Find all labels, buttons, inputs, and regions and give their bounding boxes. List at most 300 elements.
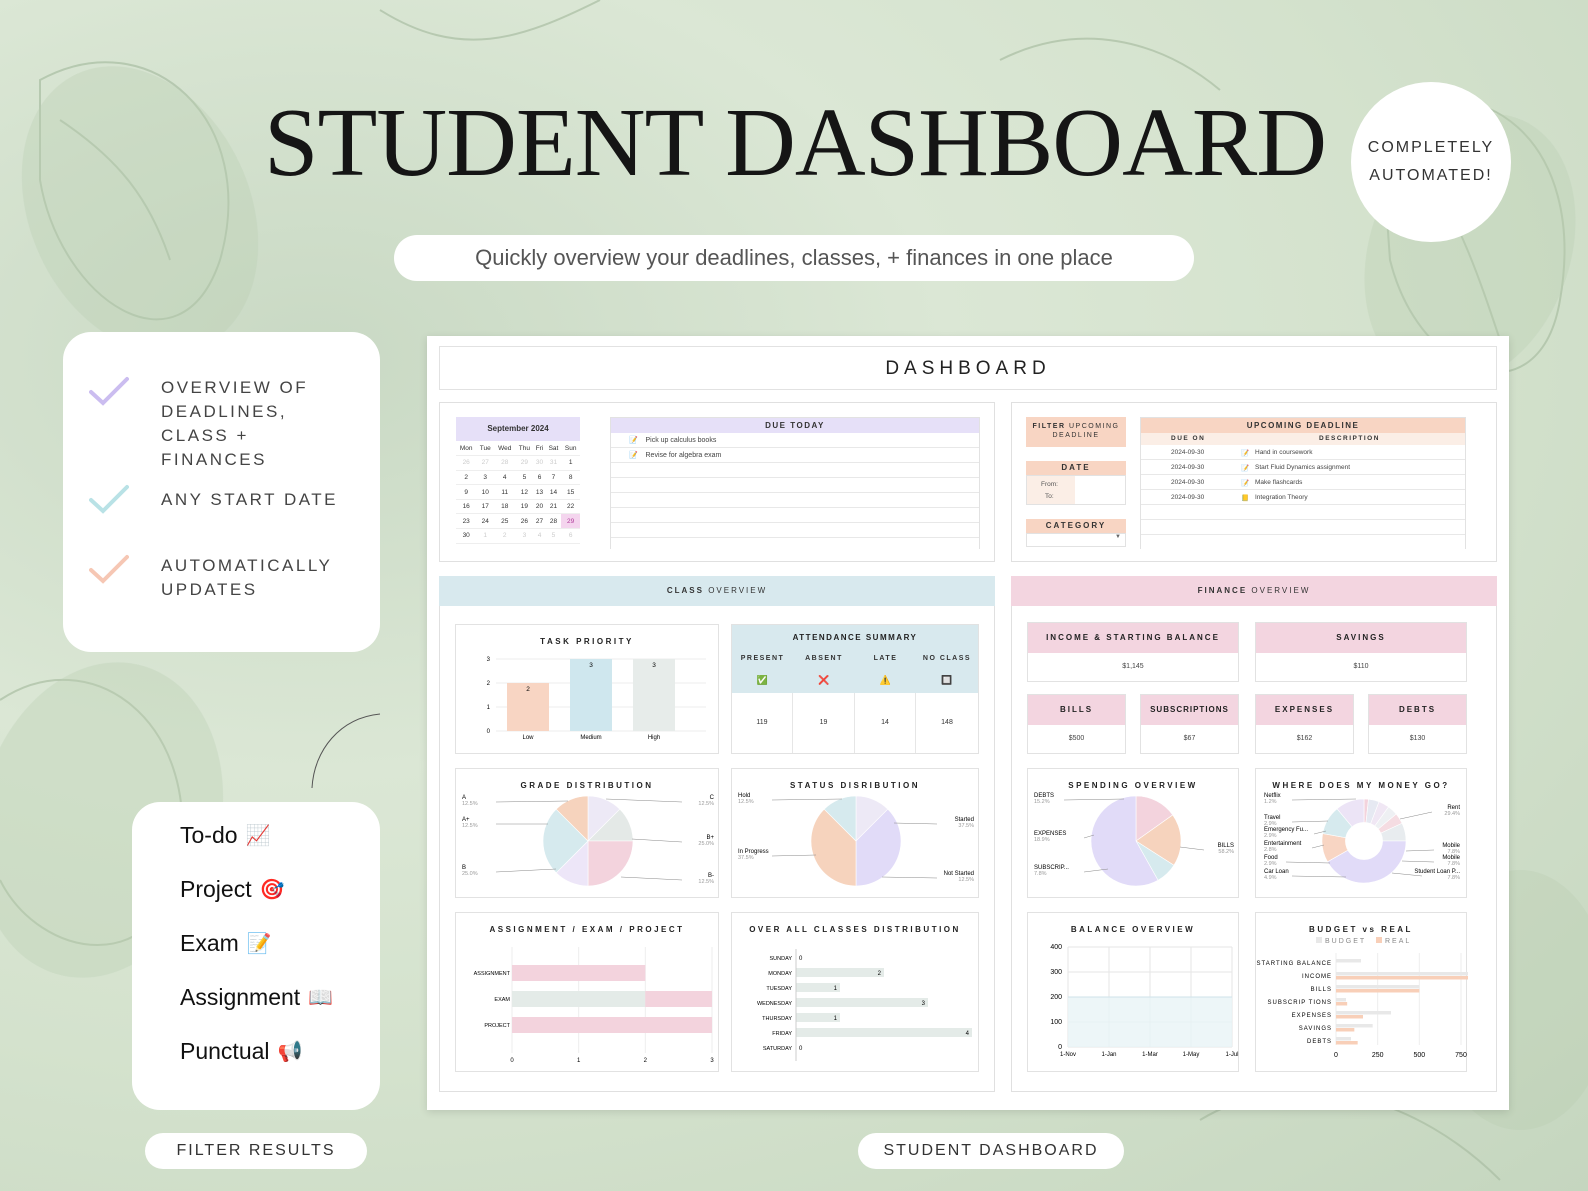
y-tick: PROJECT [484, 1023, 510, 1029]
section-bold: FINANCE [1197, 586, 1248, 595]
upcoming-row[interactable] [1141, 464, 1465, 476]
label-leader [1292, 799, 1356, 800]
bar-real[interactable] [1336, 1002, 1347, 1006]
slice-percent: 2.9% [1264, 833, 1277, 839]
y-tick: 0 [486, 729, 490, 735]
warning-icon: ⚠️ [879, 675, 892, 685]
y-tick: 200 [1050, 994, 1062, 1001]
calendar-day[interactable]: 29 [561, 514, 580, 529]
label-leader [496, 869, 556, 872]
slice-percent: 7.8% [1447, 875, 1460, 881]
card-value: $67 [1183, 735, 1196, 742]
feature-label: OVERVIEW OF DEADLINES, CLASS + FINANCES [161, 378, 309, 469]
y-tick: MONDAY [768, 971, 792, 977]
slice-label: DEBTS [1034, 793, 1055, 799]
calendar-day[interactable]: 3 [515, 529, 533, 544]
slice-label: C [709, 795, 714, 801]
card-value: $130 [1409, 735, 1426, 742]
bar-budget[interactable] [1336, 1037, 1351, 1041]
y-tick: 300 [1050, 969, 1062, 976]
deadline-description: Integration Theory [1255, 494, 1308, 501]
x-tick: 3 [710, 1058, 714, 1064]
debts-card [1368, 694, 1467, 754]
y-tick: DEBTS [1306, 1039, 1332, 1045]
due-today-item[interactable] [629, 436, 716, 444]
bar-real[interactable] [1336, 1041, 1358, 1045]
bar-budget[interactable] [1336, 998, 1346, 1002]
slice-label: Student Loan P... [1414, 869, 1460, 875]
calendar-day[interactable]: 31 [546, 456, 562, 471]
slice-percent: 12.5% [462, 823, 478, 829]
calendar-day[interactable]: 18 [494, 499, 515, 514]
slice-percent: 12.5% [698, 879, 714, 885]
label-leader [1180, 847, 1204, 850]
bar[interactable] [796, 1028, 972, 1037]
calendar-day[interactable]: 2 [456, 470, 476, 485]
due-today-title: DUE TODAY [611, 418, 979, 433]
calendar-day-header: Wed [494, 441, 515, 456]
label-leader [1400, 812, 1432, 819]
y-tick: STARTING BALANCE [1256, 961, 1332, 967]
feature-label: ANY START DATE [161, 490, 339, 509]
x-tick: Low [522, 735, 534, 741]
attendance-value: 19 [794, 693, 855, 753]
slice-percent: 12.5% [958, 877, 974, 883]
card-value: $500 [1068, 735, 1085, 742]
y-tick: SUNDAY [769, 956, 792, 962]
slice-label: Mobile [1442, 843, 1460, 849]
slice-percent: 2.9% [1264, 821, 1277, 827]
upcoming-row[interactable] [1141, 494, 1465, 506]
spending-overview-chart [1027, 768, 1239, 898]
calendar-day[interactable]: 26 [456, 456, 476, 471]
chart-title: OVER ALL CLASSES DISTRIBUTION [749, 925, 961, 934]
slice-label: B [462, 865, 467, 871]
calendar-day[interactable]: 5 [515, 470, 533, 485]
filter-item-todo[interactable] [180, 822, 270, 849]
x-tick: Medium [580, 735, 602, 741]
y-tick: 2 [486, 681, 490, 687]
calendar-day[interactable]: 23 [456, 514, 476, 529]
student-dashboard-label: STUDENT DASHBOARD [858, 1133, 1124, 1169]
calendar-day[interactable]: 2 [494, 529, 515, 544]
to-label: To: [1045, 493, 1054, 500]
calendar-day[interactable]: 29 [515, 456, 533, 471]
calendar-day[interactable]: 26 [515, 514, 533, 529]
bar-value-label: 0 [799, 1046, 803, 1052]
calendar-day-header: Thu [515, 441, 533, 456]
bar-value-label: 1 [833, 986, 837, 992]
calendar-day[interactable]: 1 [561, 456, 580, 471]
calendar-day-header: Tue [476, 441, 494, 456]
upcoming-title: UPCOMING DEADLINE [1141, 418, 1465, 433]
calendar-day-header: Sat [546, 441, 562, 456]
upcoming-row[interactable] [1141, 479, 1465, 491]
x-tick: 750 [1455, 1052, 1467, 1059]
chart-title: STATUS DISRIBUTION [789, 781, 921, 790]
bar-real[interactable] [1336, 976, 1468, 980]
filter-label: Exam [180, 930, 239, 956]
slice-label: Entertainment [1264, 841, 1302, 847]
calendar-day[interactable]: 6 [533, 470, 545, 485]
y-tick: SATURDAY [762, 1046, 792, 1052]
col-due-on: DUE ON [1171, 435, 1206, 442]
label-leader [621, 877, 682, 880]
slice-percent: 15.2% [1034, 799, 1050, 805]
category-dropdown[interactable] [1026, 533, 1126, 547]
slice-label: Emergency Fu... [1264, 827, 1309, 833]
hero-title: STUDENT DASHBOARD [263, 89, 1326, 197]
finance-overview-header [1011, 576, 1497, 606]
subscriptions-card [1140, 694, 1239, 754]
slice-percent: 58.2% [1218, 849, 1234, 855]
calendar-day[interactable]: 17 [476, 499, 494, 514]
slice-label: Car Loan [1264, 869, 1289, 875]
feature-item [89, 554, 361, 602]
card-value: $1,145 [1122, 663, 1144, 670]
calendar-day[interactable]: 25 [494, 514, 515, 529]
label-leader [632, 839, 682, 842]
megaphone-icon: 📢 [277, 1041, 303, 1063]
slice-percent: 2.9% [1264, 861, 1277, 867]
filter-item-punctual[interactable] [180, 1038, 302, 1065]
slice-label: A [462, 795, 467, 801]
note-icon: 📝 [1241, 480, 1250, 487]
label-leader [1406, 850, 1434, 851]
label-leader [1292, 876, 1346, 877]
bar-value-label: 3 [652, 662, 656, 669]
calendar-day[interactable]: 30 [533, 456, 545, 471]
calendar-day[interactable]: 28 [494, 456, 515, 471]
filter-upcoming-title [1026, 417, 1126, 447]
no-class-icon: 🔲 [941, 675, 953, 685]
slice-label: Food [1264, 855, 1278, 861]
slice-percent: 37.5% [738, 855, 754, 861]
y-tick: EXAM [494, 997, 510, 1003]
date-range-box [1026, 475, 1126, 505]
note-icon: 📒 [1241, 495, 1250, 502]
chart-title: GRADE DISTRIBUTION [520, 781, 654, 790]
card-label: EXPENSES [1256, 695, 1353, 725]
filter-label: Punctual [180, 1038, 270, 1064]
calendar-day[interactable]: 15 [561, 485, 580, 500]
x-tick: High [647, 735, 661, 741]
pie-slice[interactable] [588, 841, 633, 886]
slice-label: Travel [1264, 815, 1281, 821]
slice-percent: 25.0% [698, 841, 714, 847]
calendar-day[interactable]: 27 [476, 456, 494, 471]
legend-label: BUDGET [1325, 938, 1367, 945]
x-tick: 500 [1413, 1052, 1426, 1059]
feature-item [89, 376, 361, 472]
feature-item [89, 484, 361, 514]
bar-budget[interactable] [1336, 985, 1419, 989]
attendance-header: NO CLASS [922, 655, 972, 662]
badge-line-1: COMPLETELY [1367, 139, 1495, 156]
filter-item-project[interactable] [180, 876, 285, 903]
y-tick: SUBSCRIP TIONS [1267, 1000, 1332, 1006]
bar[interactable] [512, 965, 645, 981]
deadline-description: Make flashcards [1255, 479, 1303, 486]
slice-percent: 7.8% [1447, 849, 1460, 855]
slice-label: Mobile [1442, 855, 1460, 861]
card-label: INCOME & STARTING BALANCE [1028, 623, 1238, 653]
income-card [1027, 622, 1239, 682]
category-title: CATEGORY [1026, 519, 1126, 533]
bar-real[interactable] [1336, 1028, 1354, 1032]
calendar-day[interactable]: 12 [515, 485, 533, 500]
from-label: From: [1041, 481, 1058, 488]
calendar-month: September 2024 [456, 417, 580, 441]
classes-distribution-chart [731, 912, 979, 1072]
y-tick: SAVINGS [1298, 1026, 1332, 1032]
calendar-day[interactable]: 1 [476, 529, 494, 544]
bar[interactable] [570, 659, 612, 731]
calendar-day[interactable]: 6 [561, 529, 580, 544]
bar-value-label: 2 [877, 971, 881, 977]
bar[interactable] [796, 998, 928, 1007]
feature-label: AUTOMATICALLY UPDATES [161, 556, 333, 599]
label-leader [772, 799, 842, 800]
slice-percent: 12.5% [738, 799, 754, 805]
slice-label: In Progress [738, 849, 769, 855]
calendar-day[interactable]: 5 [546, 529, 562, 544]
attendance-summary [731, 624, 979, 754]
calendar-day[interactable]: 20 [533, 499, 545, 514]
attendance-value: 14 [855, 693, 916, 753]
money-breakdown-chart [1255, 768, 1467, 898]
card-label: BILLS [1028, 695, 1125, 725]
calendar-day[interactable]: 14 [546, 485, 562, 500]
attendance-value: 148 [941, 719, 953, 726]
calendar-day-header: Sun [561, 441, 580, 456]
attendance-header: PRESENT [740, 655, 785, 662]
attendance-title: ATTENDANCE SUMMARY [792, 633, 918, 642]
calendar-day[interactable]: 27 [533, 514, 545, 529]
calendar-day[interactable]: 9 [456, 485, 476, 500]
dropdown-arrow-icon: ▼ [1115, 534, 1121, 540]
y-tick: BILLS [1310, 987, 1332, 993]
calendar-day[interactable]: 22 [561, 499, 580, 514]
slice-label: Started [954, 817, 974, 823]
legend-swatch [1316, 937, 1322, 943]
filter-item-exam[interactable] [180, 930, 272, 957]
card-label: SAVINGS [1256, 623, 1466, 653]
slice-percent: 7.8% [1447, 861, 1460, 867]
calendar-day[interactable]: 10 [476, 485, 494, 500]
check-icon [89, 376, 129, 406]
card-label: SUBSCRIPTIONS [1141, 695, 1238, 725]
bar-value-label: 3 [589, 662, 593, 669]
assignment-exam-project-chart [455, 912, 719, 1072]
slice-label: Hold [738, 793, 751, 799]
bar-budget[interactable] [1336, 959, 1361, 963]
filter-label: Project [180, 876, 252, 902]
x-tick: 2 [643, 1058, 648, 1064]
slice-percent: 2.8% [1264, 847, 1277, 853]
label-leader [1402, 861, 1434, 862]
chart-title: SPENDING OVERVIEW [1068, 781, 1198, 790]
x-tick: 1-Mar [1142, 1052, 1158, 1058]
calendar [456, 417, 580, 544]
task-priority-chart [455, 624, 719, 754]
slice-percent: 12.5% [462, 801, 478, 807]
calendar-day-header: Mon [456, 441, 476, 456]
slice-percent: 1.2% [1264, 799, 1277, 805]
bar[interactable] [796, 968, 884, 977]
section-bold: CLASS [666, 586, 704, 595]
calendar-day[interactable]: 24 [476, 514, 494, 529]
check-icon [89, 484, 129, 514]
y-tick: INCOME [1302, 974, 1332, 980]
note-icon: 📝 [1241, 450, 1250, 457]
y-tick: 400 [1050, 944, 1062, 951]
bar-value-label: 3 [921, 1001, 925, 1007]
calendar-day[interactable]: 16 [456, 499, 476, 514]
attendance-value: 119 [732, 693, 793, 753]
deadline-description: Start Fluid Dynamics assignment [1255, 464, 1351, 471]
slice-label: Not Started [943, 871, 974, 877]
calendar-day[interactable]: 11 [494, 485, 515, 500]
chart-increasing-icon: 📈 [245, 825, 271, 847]
check-icon: ✅ [756, 675, 769, 685]
y-tick: ASSIGNMENT [473, 971, 510, 977]
card-value: $110 [1353, 663, 1369, 670]
filter-label: To-do [180, 822, 238, 848]
due-date: 2024-09-30 [1171, 479, 1205, 486]
filter-item-assignment[interactable] [180, 984, 333, 1011]
deadlines-panel [1011, 402, 1497, 562]
automated-badge [1351, 82, 1511, 242]
label-leader [606, 799, 682, 802]
memo-icon: 📝 [629, 452, 638, 459]
card-label: DEBTS [1369, 695, 1466, 725]
y-tick: 100 [1050, 1019, 1062, 1026]
filter-title-rest: UPCOMING DEADLINE [1052, 423, 1120, 439]
expenses-card [1255, 694, 1354, 754]
calendar-panel [439, 402, 995, 562]
slice-label: EXPENSES [1034, 831, 1067, 837]
slice-percent: 12.5% [698, 801, 714, 807]
label-leader [1064, 799, 1124, 800]
calendar-day[interactable]: 7 [546, 470, 562, 485]
calendar-day[interactable]: 4 [494, 470, 515, 485]
due-date: 2024-09-30 [1171, 449, 1205, 456]
label-leader [882, 877, 937, 878]
y-tick: THURSDAY [762, 1016, 792, 1022]
slice-label: Netflix [1264, 793, 1281, 799]
filter-label: Assignment [180, 984, 301, 1010]
due-today-item[interactable] [629, 451, 721, 459]
label-leader [894, 823, 937, 824]
calendar-day[interactable]: 28 [546, 514, 562, 529]
from-date-input[interactable] [1077, 478, 1123, 489]
chart-title: BALANCE OVERVIEW [1070, 925, 1196, 934]
section-rest: OVERVIEW [708, 586, 768, 595]
x-tick: 250 [1371, 1052, 1384, 1059]
y-tick: 3 [486, 657, 490, 663]
bar[interactable] [645, 991, 712, 1007]
due-today-box [610, 417, 980, 549]
y-tick: FRIDAY [772, 1031, 792, 1037]
chart-title: ASSIGNMENT / EXAM / PROJECT [489, 925, 685, 934]
x-tick: 1-Jul [1225, 1052, 1239, 1058]
bar[interactable] [633, 659, 675, 731]
badge-line-2: AUTOMATED! [1369, 167, 1493, 184]
x-tick: 1-Jan [1101, 1052, 1117, 1058]
bar-real[interactable] [1336, 1015, 1363, 1019]
y-tick: 1 [486, 705, 490, 711]
grade-distribution-chart [455, 768, 719, 898]
chart-title: WHERE DOES MY MONEY GO? [1272, 781, 1450, 790]
upcoming-row[interactable] [1141, 449, 1465, 461]
legend-label: REAL [1385, 938, 1412, 945]
calendar-day[interactable]: 8 [561, 470, 580, 485]
label-leader [1286, 862, 1330, 863]
bar[interactable] [512, 991, 645, 1007]
bar-value-label: 1 [833, 1016, 837, 1022]
bar-budget[interactable] [1336, 972, 1468, 976]
filter-title-bold: FILTER [1032, 423, 1066, 430]
bar-real[interactable] [1336, 989, 1419, 993]
y-tick: WEDNESDAY [756, 1001, 792, 1007]
slice-percent: 25.0% [462, 871, 478, 877]
slice-label: B+ [706, 835, 714, 841]
calendar-day[interactable]: 13 [533, 485, 545, 500]
chart-title: TASK PRIORITY [540, 637, 634, 646]
calendar-day[interactable]: 21 [546, 499, 562, 514]
calendar-grid [456, 441, 580, 544]
card-value: $162 [1296, 735, 1313, 742]
bar[interactable] [512, 1017, 712, 1033]
section-rest: OVERVIEW [1251, 586, 1311, 595]
bar-budget[interactable] [1336, 1024, 1373, 1028]
calendar-day[interactable]: 30 [456, 529, 476, 544]
to-date-input[interactable] [1077, 491, 1123, 502]
bar-value-label: 4 [965, 1031, 969, 1037]
attendance-header: LATE [873, 655, 898, 662]
bar-value-label: 0 [799, 956, 803, 962]
bar-value-label: 2 [526, 686, 530, 693]
subtitle-pill: Quickly overview your deadlines, classes, + finances in one place [394, 235, 1194, 281]
calendar-day[interactable]: 19 [515, 499, 533, 514]
calendar-day[interactable]: 4 [533, 529, 545, 544]
calendar-day-header: Fri [533, 441, 545, 456]
calendar-day[interactable]: 3 [476, 470, 494, 485]
balance-overview-chart [1027, 912, 1239, 1072]
cross-icon: ❌ [818, 675, 830, 685]
slice-percent: 4.9% [1264, 875, 1277, 881]
dashboard-title: DASHBOARD [439, 346, 1497, 390]
filter-results-label: FILTER RESULTS [145, 1133, 367, 1169]
filter-card [132, 802, 380, 1110]
x-tick: 0 [1334, 1052, 1338, 1059]
y-tick: EXPENSES [1291, 1013, 1332, 1019]
slice-percent: 7.8% [1034, 871, 1047, 877]
slice-label: Rent [1447, 805, 1460, 811]
slice-percent: 29.4% [1444, 811, 1460, 817]
upcoming-deadline-box [1140, 417, 1466, 549]
x-tick: 1 [576, 1058, 581, 1064]
target-icon: 🎯 [259, 879, 285, 901]
legend-swatch [1376, 937, 1382, 943]
y-tick: TUESDAY [766, 986, 792, 992]
bills-card [1027, 694, 1126, 754]
bar-budget[interactable] [1336, 1011, 1391, 1015]
label-leader [1292, 821, 1328, 822]
x-tick: 1-May [1182, 1052, 1200, 1058]
slice-percent: 37.5% [958, 823, 974, 829]
